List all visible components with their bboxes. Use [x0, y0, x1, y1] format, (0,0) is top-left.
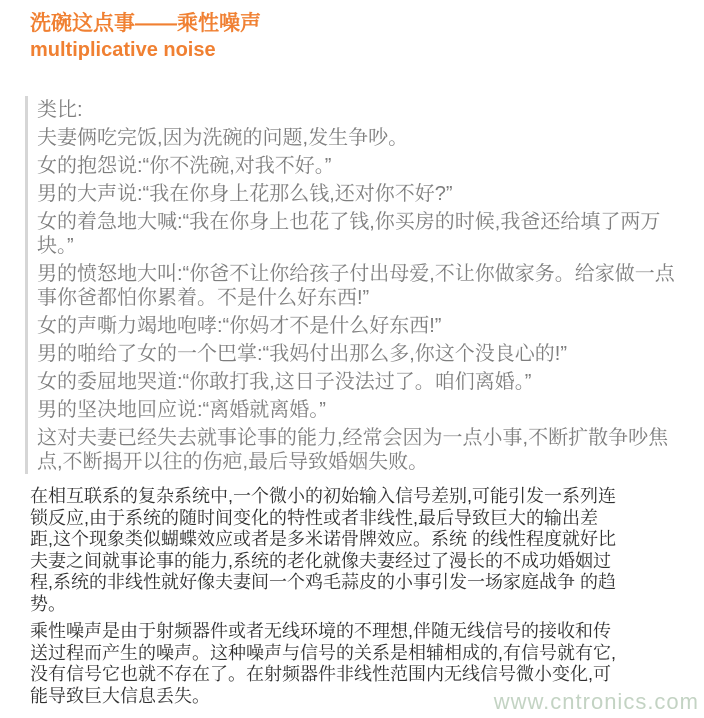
quote-line: 女的委屈地哭道:“你敢打我,这日子没法过了。咱们离婚。” — [37, 371, 532, 393]
quote-line: 男的大声说:“我在你身上花那么钱,还对你不好?” — [37, 183, 453, 205]
article-body — [30, 486, 618, 707]
article-title-cn: 洗碗这点事——乘性噪声 — [30, 12, 261, 35]
body-paragraph: 在相互联系的复杂系统中,一个微小的初始输入信号差别,可能引发一系列连锁反应,由于系统的随时间变化的特性或者非线性,最后导致巨大的输出差距,这个现象类似蝴蝶效应或者是多米诺骨牌效应。系统 的线性程度就好比夫妻之间就事论事的能力,系统的老化就像夫妻经过了漫长的不成功婚姻过程,系统的非线性就好像夫妻间一个鸡毛蒜皮的小事引发一场家庭战争 的趋势。 — [30, 486, 616, 614]
quote-line: 这对夫妻已经失去就事论事的能力,经常会因为一点小事,不断扩散争吵焦点,不断揭开以往的伤疤,最后导致婚姻失败。 — [37, 427, 669, 473]
page-header — [30, 12, 674, 62]
quote-line: 夫妻俩吃完饭,因为洗碗的问题,发生争吵。 — [37, 127, 409, 149]
quote-line: 男的愤怒地大叫:“你爸不让你给孩子付出母爱,不让你做家务。给家做一点事你爸都怕你累着。不是什么好东西!” — [37, 263, 675, 309]
quote-line: 类比: — [37, 99, 83, 121]
quote-line: 女的声嘶力竭地咆哮:“你妈才不是什么好东西!” — [37, 315, 442, 337]
article-title-en: multiplicative noise — [30, 39, 216, 61]
watermark-text: www.cntronics.com — [493, 689, 699, 714]
analogy-blockquote — [25, 96, 677, 474]
quote-line: 女的抱怨说:“你不洗碗,对我不好。” — [37, 155, 332, 177]
quote-line: 男的啪给了女的一个巴掌:“我妈付出那么多,你这个没良心的!” — [37, 343, 567, 365]
quote-line: 男的坚决地回应说:“离婚就离婚。” — [37, 399, 326, 421]
body-paragraph: 乘性噪声是由于射频器件或者无线环境的不理想,伴随无线信号的接收和传送过程而产生的噪声。这种噪声与信号的关系是相辅相成的,有信号就有它,没有信号它也就不存在了。在射频器件非线性范围内无线信号微小变化,可能导致巨大信息丢失。 — [30, 621, 616, 706]
quote-line: 女的着急地大喊:“我在你身上也花了钱,你买房的时候,我爸还给填了两万块。” — [37, 211, 661, 257]
